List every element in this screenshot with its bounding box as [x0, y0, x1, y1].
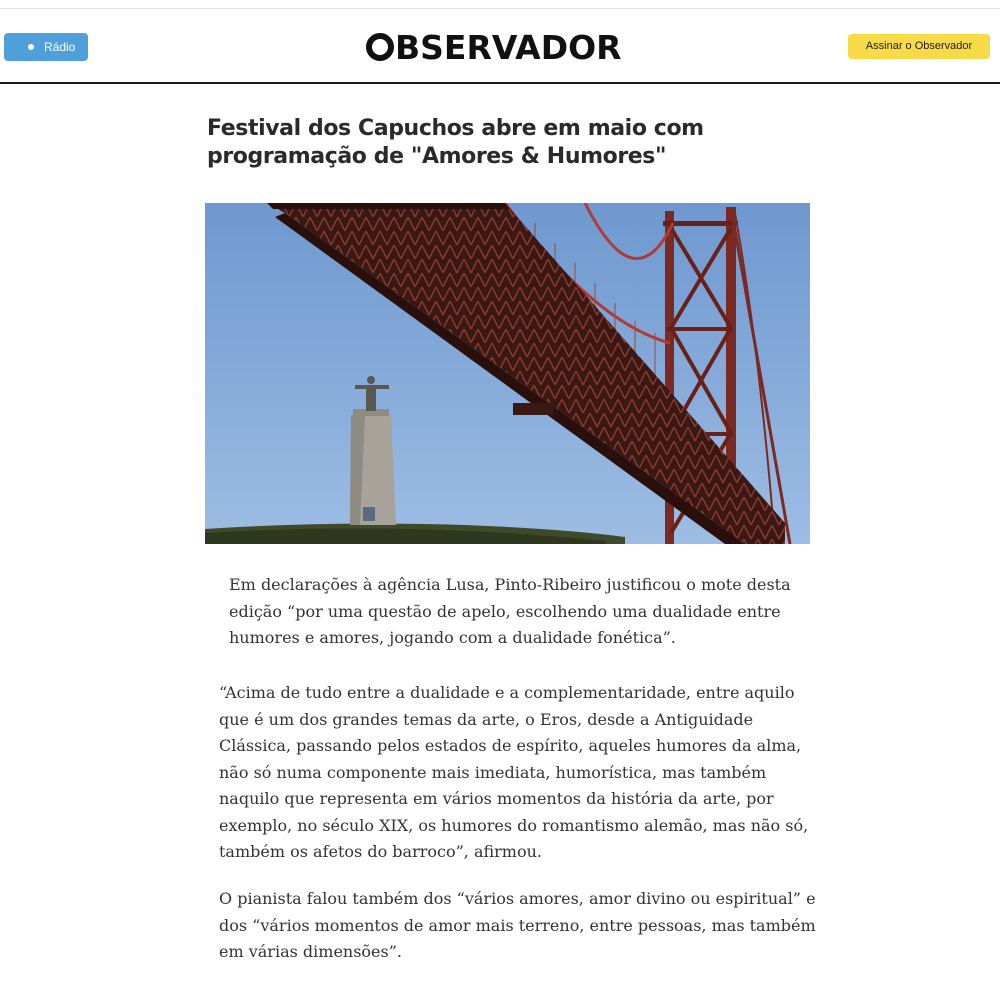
article-title: Festival dos Capuchos abre em maio com programação de "Amores & Humores" — [207, 116, 704, 169]
subscribe-button[interactable]: Assinar o Observador — [848, 34, 990, 59]
quote-text: Em declarações à agência Lusa, Pinto-Ribeiro justificou o mote desta edição “por uma questão de apelo, escolhendo uma dualidade entre humores e amores, jogando com a dualidade fonética”. — [229, 575, 791, 647]
live-dot-icon — [28, 44, 34, 50]
logo-circle-icon — [366, 33, 394, 61]
radio-button[interactable] — [4, 33, 88, 61]
article-paragraph: O pianista falou também dos “vários amores, amor divino ou espiritual” e dos “vários momentos de amor mais terreno, entre pessoas, mas também em várias dimensões”. — [219, 889, 816, 961]
pull-quote — [229, 572, 799, 652]
site-header — [0, 10, 1000, 84]
radio-button-label: Rádio — [44, 40, 76, 54]
observador-logo[interactable] — [366, 28, 622, 66]
article-paragraph: “Acima de tudo entre a dualidade e a complementaridade, entre aquilo que é um dos grandes temas da arte, o Eros, desde a Antiguidade Clássica, passando pelos estados de espírito, aqueles humores da alma, não só numa componente mais imediata, humorística, mas também naquilo que representa em vários momentos da história da arte, por exemplo, no século XIX, os humores do romantismo alemão, mas não só, também os afetos do barroco”, afirmou. — [219, 683, 809, 861]
hero-image — [205, 203, 810, 544]
top-divider — [0, 8, 1000, 9]
logo-text: BSERVADOR — [395, 27, 622, 67]
